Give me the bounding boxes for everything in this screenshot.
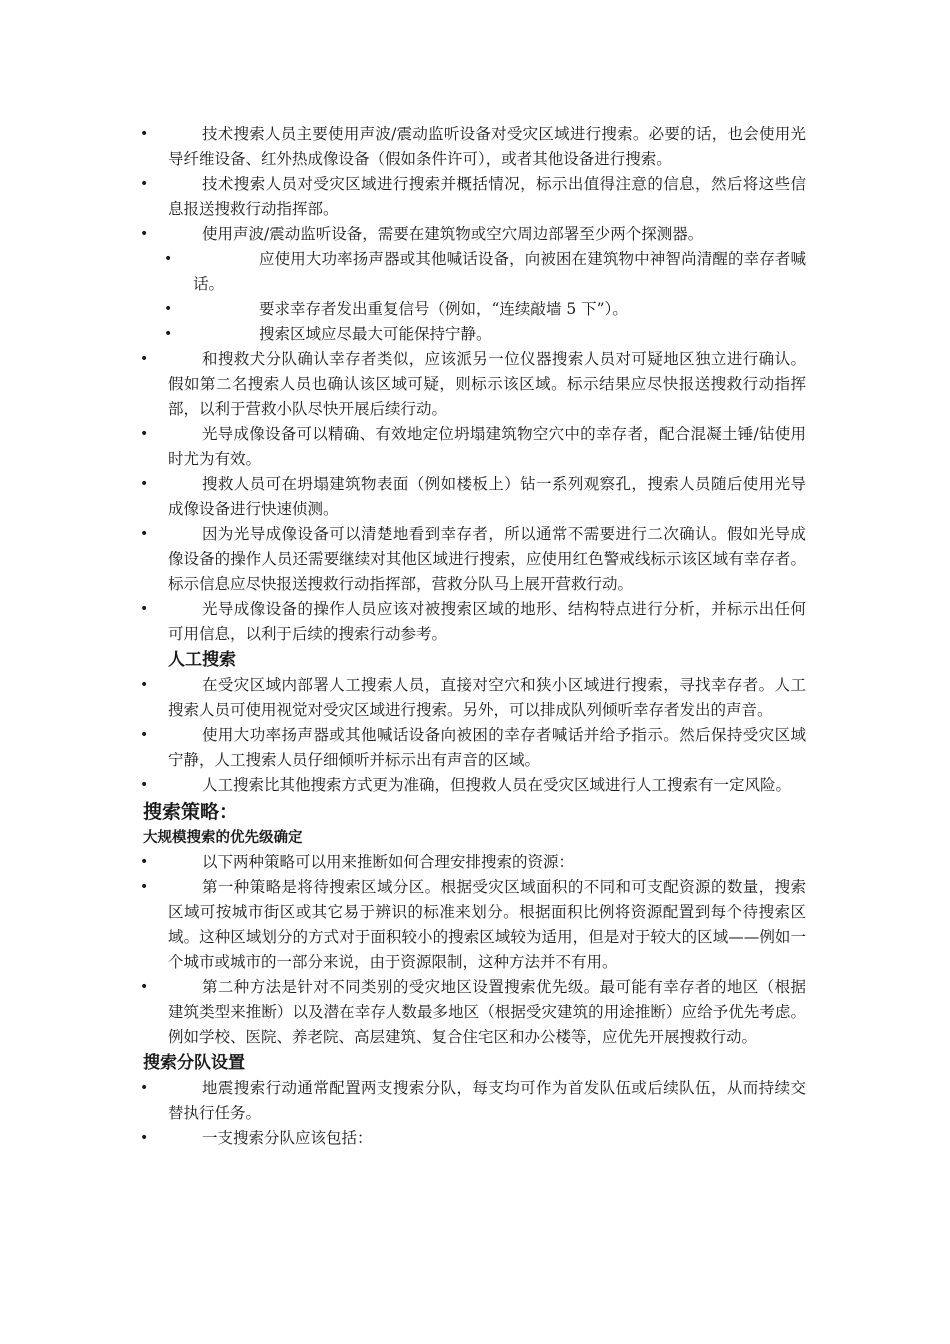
bullet-icon: • <box>140 777 149 793</box>
list-item <box>0 347 806 422</box>
bullet-icon: • <box>140 351 149 367</box>
bullet-icon: • <box>140 1130 149 1146</box>
bullet-icon: • <box>164 326 173 342</box>
bullet-icon: • <box>140 476 149 492</box>
list-item <box>0 122 806 172</box>
list-item <box>0 172 806 222</box>
list-item <box>0 472 806 522</box>
search-strategy-heading: 搜索策略： <box>143 801 239 823</box>
list-item-text: 光导成像设备可以精确、有效地定位坍塌建筑物空穴中的幸存者，配合混凝土锤/钻使用时尤为有效。 <box>168 425 806 468</box>
list-item <box>0 850 806 875</box>
list-item-text: 第二种方法是针对不同类别的受灾地区设置搜索优先级。最可能有幸存者的地区（根据建筑类型来推断）以及潜在幸存人数最多地区（根据受灾建筑的用途推断）应给予优先考虑。例如学校、医院、养老院、高层建筑、复合住宅区和办公楼等，应优先开展搜救行动。 <box>168 978 806 1046</box>
sub-list-item <box>0 247 806 297</box>
bullet-icon: • <box>140 176 149 192</box>
list-item-text: 技术搜索人员对受灾区域进行搜索并概括情况，标示出值得注意的信息，然后将这些信息报送搜救行动指挥部。 <box>168 175 806 218</box>
bullet-icon: • <box>140 226 149 242</box>
list-item <box>0 773 806 798</box>
list-item <box>0 422 806 472</box>
manual-search-heading: 人工搜索 <box>168 650 236 670</box>
list-item-text: 因为光导成像设备可以清楚地看到幸存者，所以通常不需要进行二次确认。假如光导成像设备的操作人员还需要继续对其他区域进行搜索，应使用红色警戒线标示该区域有幸存者。标示信息应尽快报送搜救行动指挥部，营救分队马上展开营救行动。 <box>168 525 806 593</box>
list-item-text: 第一种策略是将待搜索区域分区。根据受灾区域面积的不同和可支配资源的数量，搜索区域可按城市街区或其它易于辨识的标准来划分。根据面积比例将资源配置到每个待搜索区域。这种区域划分的方式对于面积较小的搜索区域较为适用，但是对于较大的区域——例如一个城市或城市的一部分来说，由于资源限制，这种方法并不有用。 <box>168 878 806 971</box>
list-item-text: 和搜救犬分队确认幸存者类似，应该派另一位仪器搜索人员对可疑地区独立进行确认。假如第二名搜索人员也确认该区域可疑，则标示该区域。标示结果应尽快报送搜救行动指挥部，以利于营救小队尽快开展后续行动。 <box>168 350 806 418</box>
list-item <box>0 597 806 647</box>
sub-list-item <box>0 322 806 347</box>
list-item-text: 技术搜索人员主要使用声波/震动监听设备对受灾区域进行搜索。必要的话，也会使用光导纤维设备、红外热成像设备（假如条件许可），或者其他设备进行搜索。 <box>168 125 806 168</box>
list-item-text: 使用声波/震动监听设备，需要在建筑物或空穴周边部署至少两个探测器。 <box>202 225 704 243</box>
list-item-text: 使用大功率扬声器或其他喊话设备向被困的幸存者喊话并给予指示。然后保持受灾区域宁静，人工搜索人员仔细倾听并标示出有声音的区域。 <box>168 726 806 769</box>
bullet-icon: • <box>140 126 149 142</box>
document-page <box>0 122 950 1151</box>
sub-list-item-text: 应使用大功率扬声器或其他喊话设备，向被困在建筑物中神智尚清醒的幸存者喊话。 <box>193 250 806 293</box>
list-item <box>0 875 806 975</box>
bullet-icon: • <box>140 879 149 895</box>
list-item <box>0 975 806 1050</box>
list-item-text: 人工搜索比其他搜索方式更为准确，但搜救人员在受灾区域进行人工搜索有一定风险。 <box>202 776 792 794</box>
list-item <box>0 673 806 723</box>
sub-list-item-text: 要求幸存者发出重复信号（例如，“连续敲墙 5 下”）。 <box>259 300 628 318</box>
list-item <box>0 1076 806 1126</box>
bullet-icon: • <box>140 854 149 870</box>
sub-list-item <box>0 297 806 322</box>
bullet-icon: • <box>140 426 149 442</box>
sub-list-item-text: 搜索区域应尽最大可能保持宁静。 <box>259 325 492 343</box>
list-item-text: 一支搜索分队应该包括： <box>202 1129 373 1147</box>
bullet-icon: • <box>140 601 149 617</box>
list-item-text: 在受灾区域内部署人工搜索人员，直接对空穴和狭小区域进行搜索，寻找幸存者。人工搜索人员可使用视觉对受灾区域进行搜索。另外，可以排成队列倾听幸存者发出的声音。 <box>168 676 806 719</box>
list-item-text: 光导成像设备的操作人员应该对被搜索区域的地形、结构特点进行分析，并标示出任何可用信息，以利于后续的搜索行动参考。 <box>168 600 806 643</box>
bullet-icon: • <box>140 677 149 693</box>
team-setup-heading: 搜索分队设置 <box>143 1053 245 1073</box>
priority-subheading: 大规模搜索的优先级确定 <box>143 830 303 846</box>
bullet-icon: • <box>140 1080 149 1096</box>
bullet-icon: • <box>164 251 173 267</box>
list-item <box>0 522 806 597</box>
list-item <box>0 723 806 773</box>
bullet-icon: • <box>140 979 149 995</box>
list-item-text: 搜救人员可在坍塌建筑物表面（例如楼板上）钻一系列观察孔，搜索人员随后使用光导成像设备进行快速侦测。 <box>168 475 806 518</box>
list-item <box>0 1126 806 1151</box>
technical-search-list <box>0 122 950 647</box>
list-item <box>0 222 806 247</box>
team-setup-list <box>0 1076 950 1151</box>
list-item-text: 以下两种策略可以用来推断如何合理安排搜索的资源： <box>202 853 575 871</box>
bullet-icon: • <box>140 727 149 743</box>
bullet-icon: • <box>140 526 149 542</box>
bullet-icon: • <box>164 301 173 317</box>
strategy-list <box>0 850 950 1050</box>
manual-search-list <box>0 673 950 798</box>
list-item-text: 地震搜索行动通常配置两支搜索分队，每支均可作为首发队伍或后续队伍，从而持续交替执行任务。 <box>168 1079 806 1122</box>
